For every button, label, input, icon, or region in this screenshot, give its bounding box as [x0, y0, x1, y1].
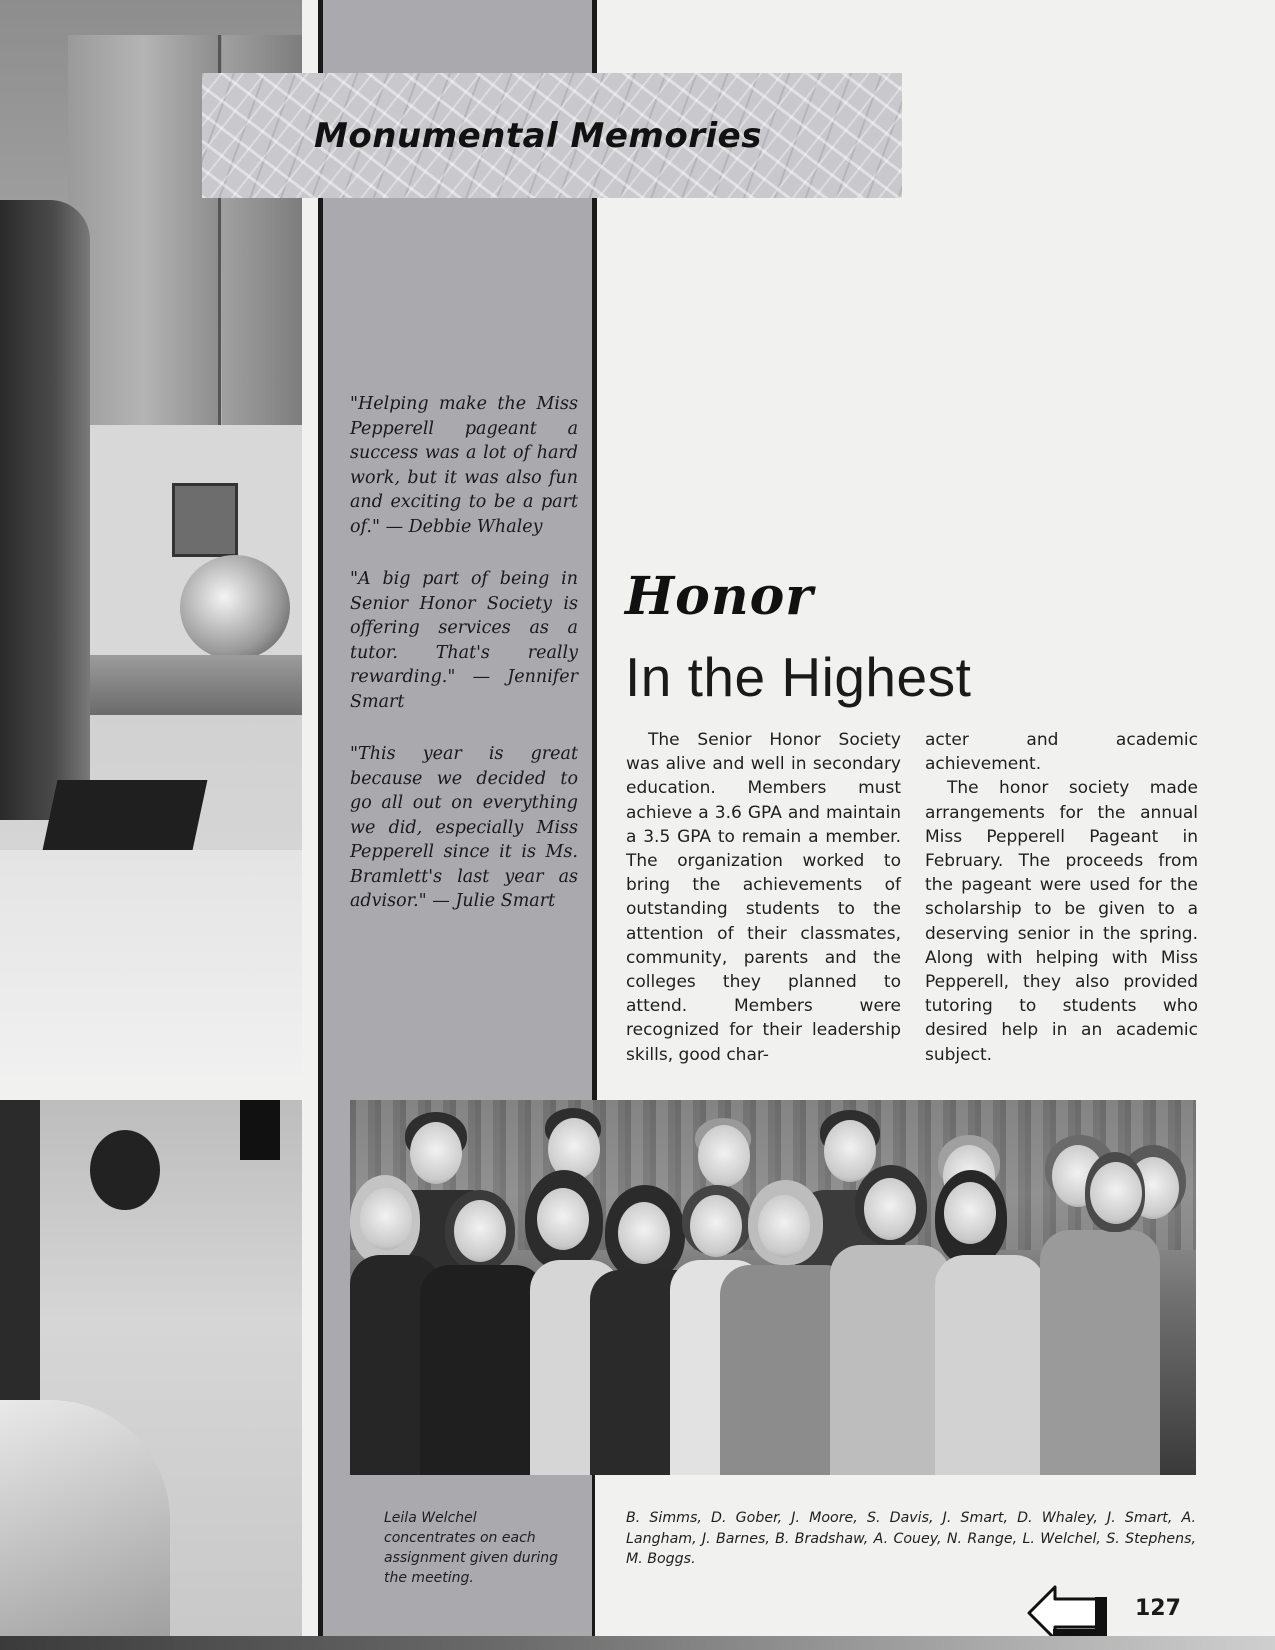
caption-rule — [592, 1455, 595, 1650]
column-rule-left — [318, 0, 323, 1650]
meeting-photo — [0, 1100, 302, 1650]
quotes-list — [350, 392, 578, 942]
quote-item: "Helping make the Miss Pepperell pageant a success was a lot of hard work, but it was also fun and exciting to be a part of." — Debbie Whaley — [350, 394, 578, 537]
photo-caption-left: Leila Welchel concentrates on each assignment given during the meeting. — [384, 1510, 559, 1586]
quote-item: "A big part of being in Senior Honor Society is offering services as a tutor. That's really rewarding." — Jennifer Smart — [350, 569, 578, 712]
section-banner — [202, 73, 902, 198]
headline-script: Honor — [625, 566, 814, 627]
quote-item: "This year is great because we decided to go all out on everything we did, especially Miss Pepperell since it is Ms. Bramlett's last year as advisor." — Julie Smart — [350, 744, 578, 911]
body-paragraph: The honor society made arrangements for the annual Miss Pepperell Pageant in February. The proceeds from the pageant were used for the scholarship to be given to a deserving senior in the spring. Along with helping with Miss Pepperell, they also provided tutoring to students who desired help in an academic subject. — [925, 778, 1198, 1065]
headline-main: In the Highest — [625, 646, 972, 708]
group-photo-caption: B. Simms, D. Gober, J. Moore, S. Davis, J. Smart, D. Whaley, J. Smart, A. Langham, J. Barnes, B. Bradshaw, A. Couey, N. Range, L. Welchel, S. Stephens, M. Boggs. — [626, 1510, 1196, 1567]
body-paragraph: acter and academic achievement. — [925, 730, 1198, 775]
group-photo — [350, 1100, 1196, 1475]
section-title: Monumental Memories — [314, 115, 762, 156]
body-column-1 — [626, 728, 901, 1067]
left-arrow-icon — [1025, 1583, 1115, 1643]
body-column-2 — [925, 728, 1198, 1067]
body-paragraph: The Senior Honor Society was alive and well in secondary education. Members must achieve a 3.6 GPA and maintain a 3.5 GPA to remain a member. The organization worked to bring the achievements of outstanding students to the attention of their classmates, community, parents and the colleges they planned to attend. Members were recognized for their leadership skills, good char- — [626, 730, 901, 1065]
page-edge — [0, 1636, 1275, 1650]
page-number: 127 — [1135, 1596, 1181, 1621]
